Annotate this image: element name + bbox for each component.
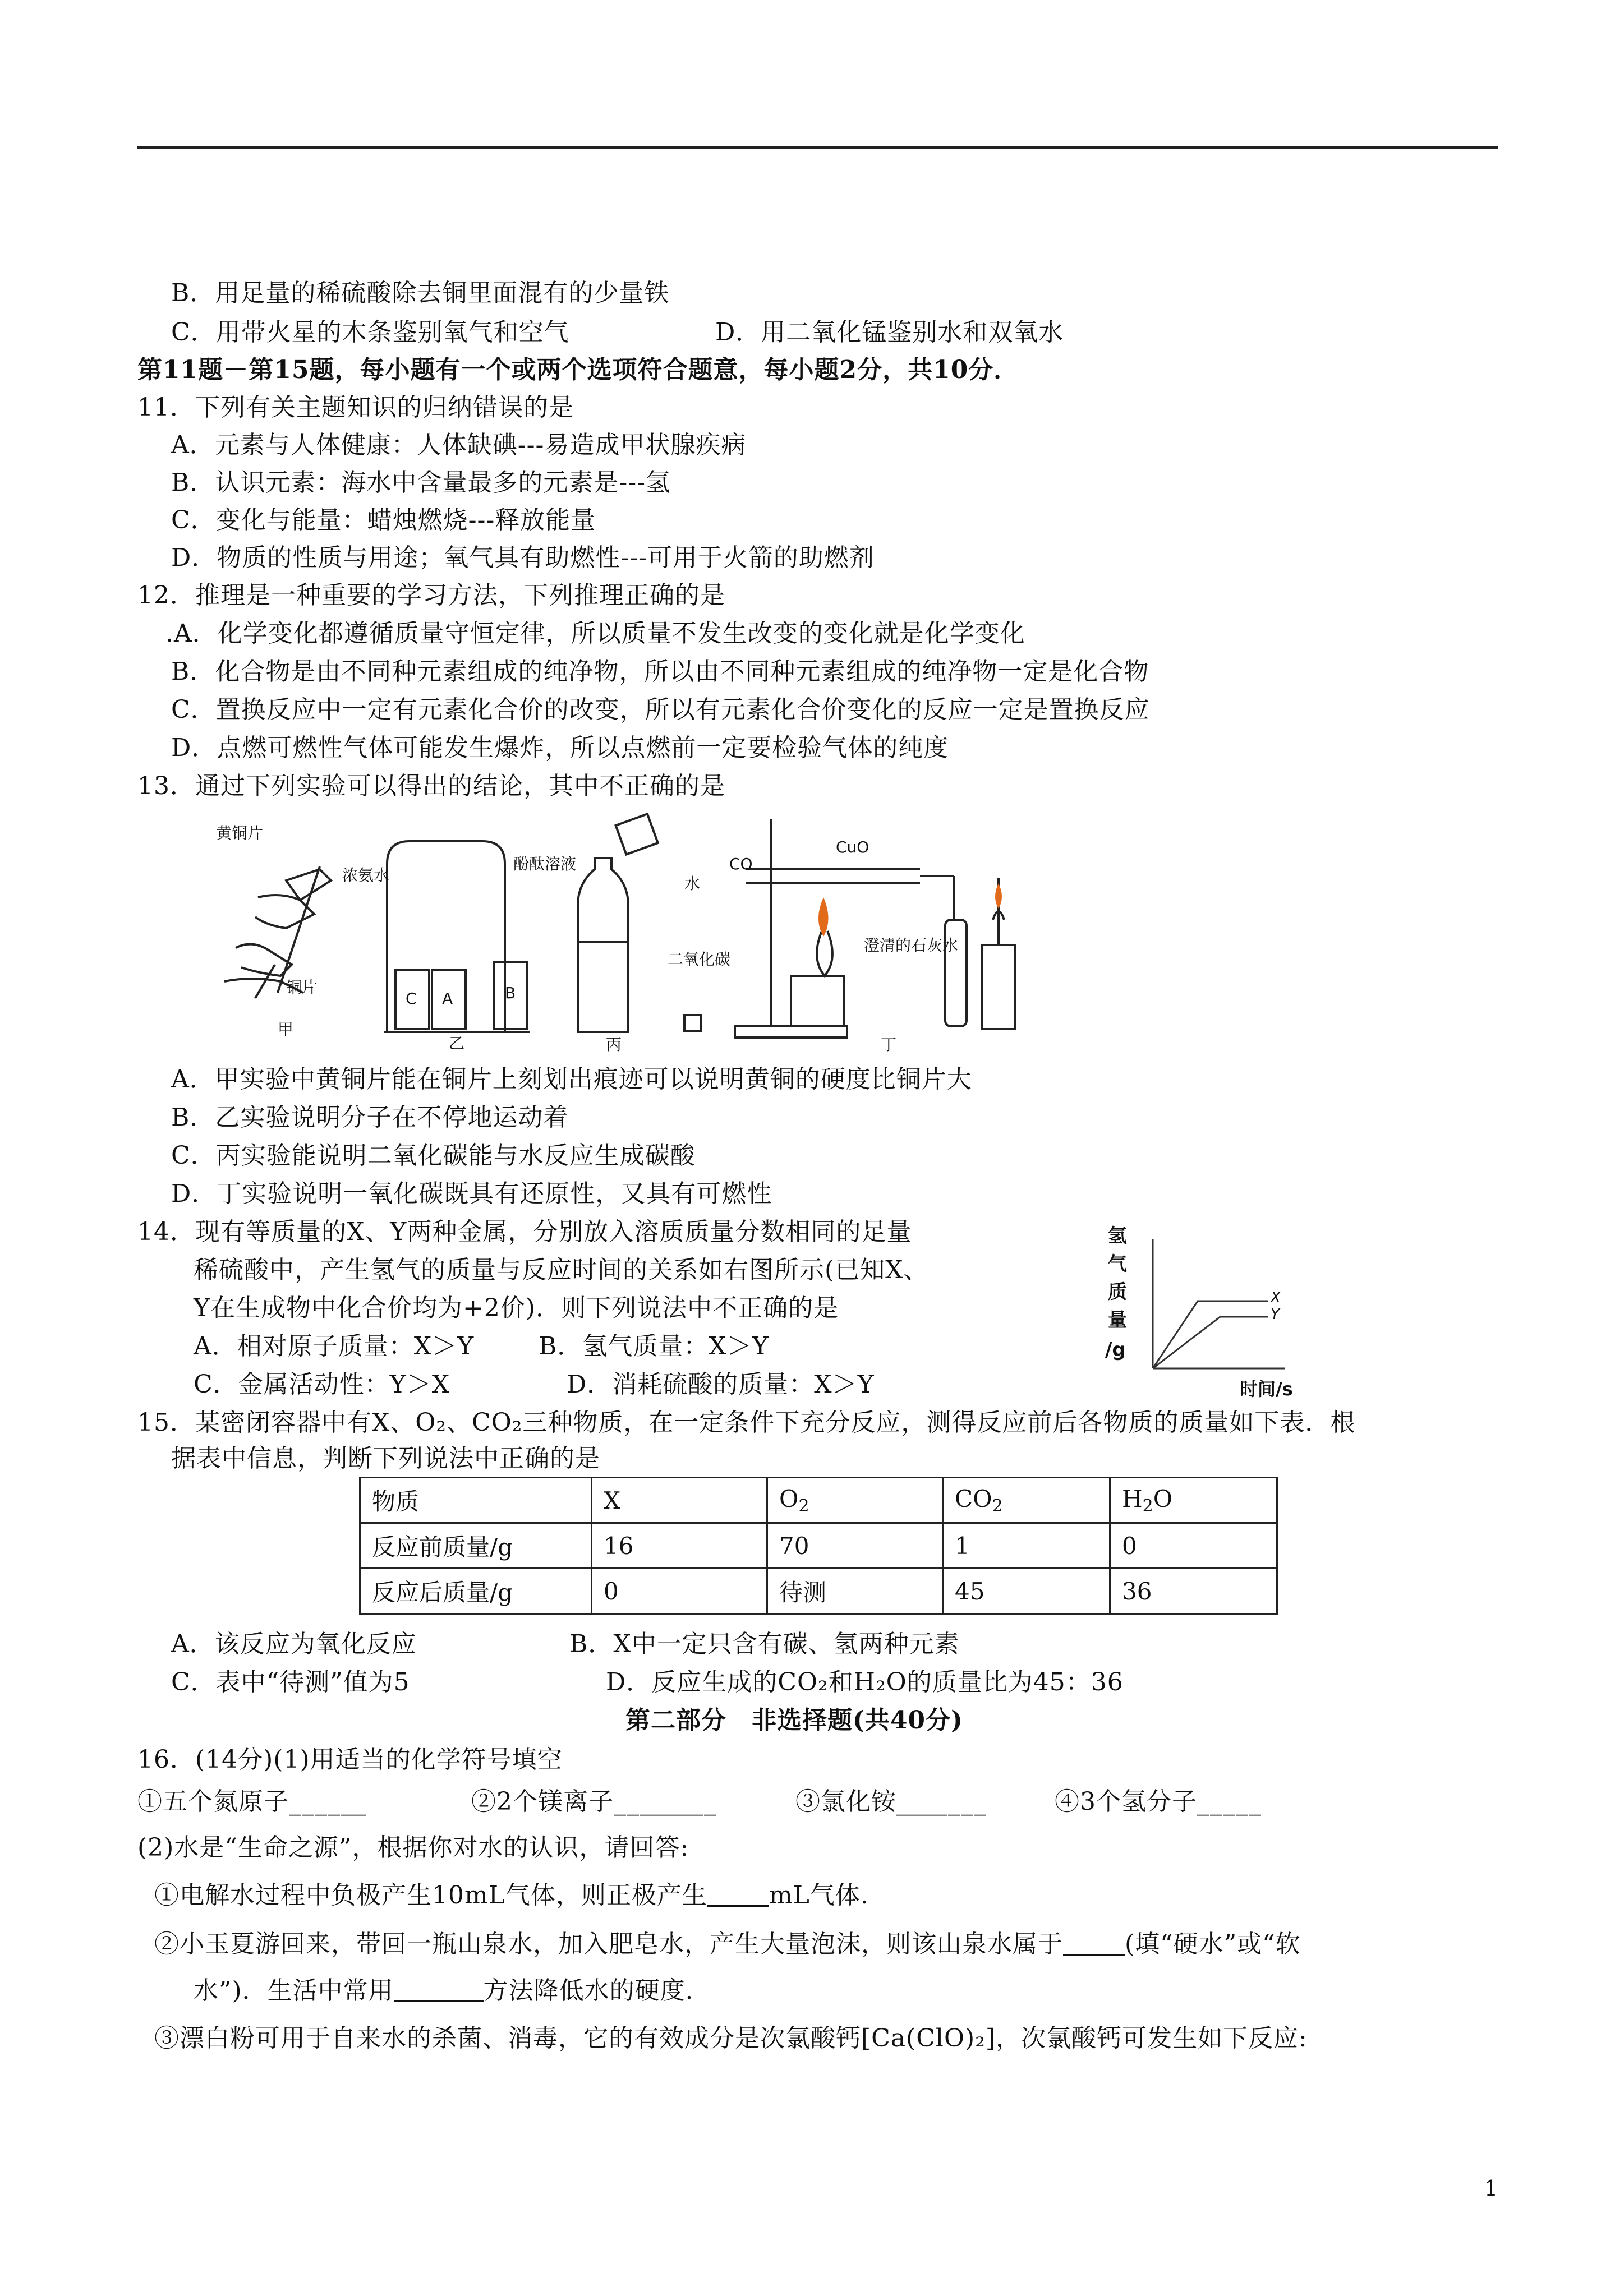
- q10-option-c: C．用带火星的木条鉴别氧气和空气: [171, 318, 569, 347]
- q10-option-d: D．用二氧化锰鉴别水和双氧水: [715, 318, 1064, 347]
- table-cell: 反应前质量/g: [360, 1523, 592, 1569]
- q15-option-a: A．该反应为氧化反应: [171, 1630, 417, 1658]
- table-row: [360, 1569, 1277, 1614]
- part2-header: 第二部分 非选择题(共40分): [625, 1706, 963, 1735]
- label-cuo: CuO: [836, 838, 869, 856]
- q15-stem-line2: 据表中信息，判断下列说法中正确的是: [171, 1444, 600, 1473]
- graph-series-x: X: [1271, 1289, 1281, 1306]
- table-cell: 45: [943, 1569, 1110, 1614]
- graph-ylabel-5: /g: [1105, 1339, 1126, 1361]
- table-cell: $H_2O$: [1110, 1478, 1277, 1523]
- q11-option-b: B．认识元素：海水中含量最多的元素是---氢: [171, 468, 671, 497]
- graph-ylabel-4: 量: [1108, 1309, 1127, 1331]
- table-cell: $CO_2$: [943, 1478, 1110, 1523]
- table-cell: $O_2$: [767, 1478, 943, 1523]
- q16-blank-1: ①五个氮原子______: [137, 1787, 366, 1816]
- table-cell: 0: [592, 1569, 767, 1614]
- label-beaker-c: C: [406, 989, 417, 1008]
- header-rule: [137, 146, 1498, 149]
- q11-option-c: C．变化与能量：蜡烛燃烧---释放能量: [171, 506, 596, 534]
- q11-option-d: D．物质的性质与用途；氧气具有助燃性---可用于火箭的助燃剂: [171, 543, 875, 572]
- q16-sub1: ①电解水过程中负极产生10mL气体，则正极产生 mL气体.: [154, 1881, 869, 1910]
- q16-stem: 16．(14分)(1)用适当的化学符号填空: [137, 1745, 563, 1774]
- label-brass: 黄铜片: [216, 824, 264, 842]
- q13-experiment-figure: [202, 808, 1043, 1054]
- q15-option-d: D．反应生成的CO₂和H₂O的质量比为45：36: [606, 1668, 1124, 1696]
- table-cell: 待测: [767, 1569, 943, 1614]
- table-cell: 16: [592, 1523, 767, 1569]
- q13-stem: 13．通过下列实验可以得出的结论，其中不正确的是: [137, 772, 725, 800]
- fill-blank[interactable]: [394, 1978, 484, 2002]
- page-number: 1: [1484, 2176, 1498, 2201]
- label-phenolphthalein: 酚酞溶液: [513, 855, 577, 873]
- graph-xlabel: 时间/s: [1240, 1378, 1293, 1400]
- label-co: CO: [729, 855, 753, 873]
- table-cell: X: [592, 1478, 767, 1523]
- label-water: 水: [684, 874, 701, 893]
- table-cell: 1: [943, 1523, 1110, 1569]
- q14-stem-line2: 稀硫酸中，产生氢气的质量与反应时间的关系如右图所示(已知X、: [194, 1256, 929, 1284]
- table-cell: 反应后质量/g: [360, 1569, 592, 1614]
- q10-option-b: B．用足量的稀硫酸除去铜里面混有的少量铁: [171, 279, 670, 307]
- label-ammonia: 浓氨水: [342, 866, 390, 884]
- table-cell: 0: [1110, 1523, 1277, 1569]
- q14-stem-line1: 14．现有等质量的X、Y两种金属，分别放入溶质质量分数相同的足量: [137, 1218, 912, 1246]
- table-header-row: [360, 1478, 1277, 1523]
- graph-ylabel-1: 氢: [1108, 1225, 1127, 1247]
- bing-bottle: [578, 814, 701, 1032]
- graph-line-x: [1153, 1301, 1268, 1368]
- q16-sub3: ③漂白粉可用于自来水的杀菌、消毒，它的有效成分是次氯酸钙[Ca(ClO)₂]，次氯酸钙可发生如下反应:: [154, 2024, 1308, 2053]
- q12-option-c: C．置换反应中一定有元素化合价的改变，所以有元素化合价变化的反应一定是置换反应: [171, 695, 1150, 724]
- label-jia: 甲: [278, 1020, 294, 1039]
- label-beaker-a: A: [442, 989, 453, 1008]
- fill-blank[interactable]: [707, 1883, 769, 1907]
- q14-option-d: D．消耗硫酸的质量：X＞Y: [567, 1370, 875, 1399]
- label-ding: 丁: [881, 1035, 897, 1054]
- q12-option-b: B．化合物是由不同种元素组成的纯净物，所以由不同种元素组成的纯净物一定是化合物: [171, 657, 1149, 686]
- q14-stem-line3: Y在生成物中化合价均为+2价)．则下列说法中不正确的是: [194, 1294, 839, 1322]
- q16-sub2-line1: ②小玉夏游回来，带回一瓶山泉水，加入肥皂水，产生大量泡沫，则该山泉水属于 (填“硬水”或“软: [154, 1930, 1301, 1958]
- q12-option-d: D．点燃可燃性气体可能发生爆炸，所以点燃前一定要检验气体的纯度: [171, 734, 949, 762]
- table-cell: 36: [1110, 1569, 1277, 1614]
- q12-stem: 12．推理是一种重要的学习方法，下列推理正确的是: [137, 581, 725, 610]
- q15-option-c: C．表中“待测”值为5: [171, 1668, 410, 1696]
- q16-blank-3: ③氯化铵_______: [795, 1787, 987, 1816]
- table-cell: 70: [767, 1523, 943, 1569]
- q11-option-a: A．元素与人体健康：人体缺碘---易造成甲状腺疾病: [171, 431, 747, 459]
- graph-ylabel-2: 气: [1108, 1253, 1127, 1275]
- q13-option-b: B．乙实验说明分子在不停地运动着: [171, 1103, 569, 1132]
- ding-apparatus: [735, 819, 1015, 1038]
- q14-option-c: C．金属活动性：Y＞X: [194, 1370, 450, 1399]
- section-header: 第11题－第15题，每小题有一个或两个选项符合题意，每小题2分，共10分．: [137, 356, 1019, 384]
- label-beaker-b: B: [505, 984, 516, 1002]
- q16-blank-4: ④3个氢分子_____: [1055, 1787, 1262, 1816]
- q14-option-b: B．氢气质量：X＞Y: [539, 1332, 769, 1361]
- label-limewater: 澄清的石灰水: [864, 936, 959, 955]
- fill-blank[interactable]: [1063, 1931, 1125, 1956]
- graph-series-y: Y: [1271, 1306, 1280, 1323]
- q11-stem: 11．下列有关主题知识的归纳错误的是: [137, 393, 574, 422]
- label-bing: 丙: [606, 1035, 622, 1054]
- q16-part2-stem: (2)水是“生命之源”，根据你对水的认识，请回答:: [137, 1833, 689, 1862]
- q16-blank-2: ②2个镁离子________: [471, 1787, 717, 1816]
- label-co2: 二氧化碳: [668, 950, 731, 969]
- q14-option-a: A．相对原子质量：X＞Y: [194, 1332, 475, 1361]
- q12-option-a: .A．化学变化都遵循质量守恒定律，所以质量不发生改变的变化就是化学变化: [165, 619, 1025, 648]
- label-copper: 铜片: [286, 978, 318, 997]
- table-row: [360, 1523, 1277, 1569]
- graph-ylabel-3: 质: [1108, 1281, 1127, 1303]
- table-cell: 物质: [360, 1478, 592, 1523]
- q15-mass-table: [359, 1477, 1278, 1615]
- q16-sub2-line2: 水”)．生活中常用 方法降低水的硬度.: [194, 1976, 694, 2005]
- q13-option-c: C．丙实验能说明二氧化碳能与水反应生成碳酸: [171, 1141, 696, 1170]
- q15-stem-line1: 15．某密闭容器中有X、O₂、CO₂三种物质，在一定条件下充分反应，测得反应前后各物质的质量如下表．根: [137, 1408, 1356, 1437]
- q15-option-b: B．X中一定只含有碳、氢两种元素: [569, 1630, 960, 1658]
- q14-hydrogen-graph: [1099, 1217, 1335, 1408]
- q13-option-a: A．甲实验中黄铜片能在铜片上刻划出痕迹可以说明黄铜的硬度比铜片大: [171, 1065, 972, 1094]
- q13-option-d: D．丁实验说明一氧化碳既具有还原性，又具有可燃性: [171, 1179, 772, 1208]
- label-yi: 乙: [449, 1034, 465, 1053]
